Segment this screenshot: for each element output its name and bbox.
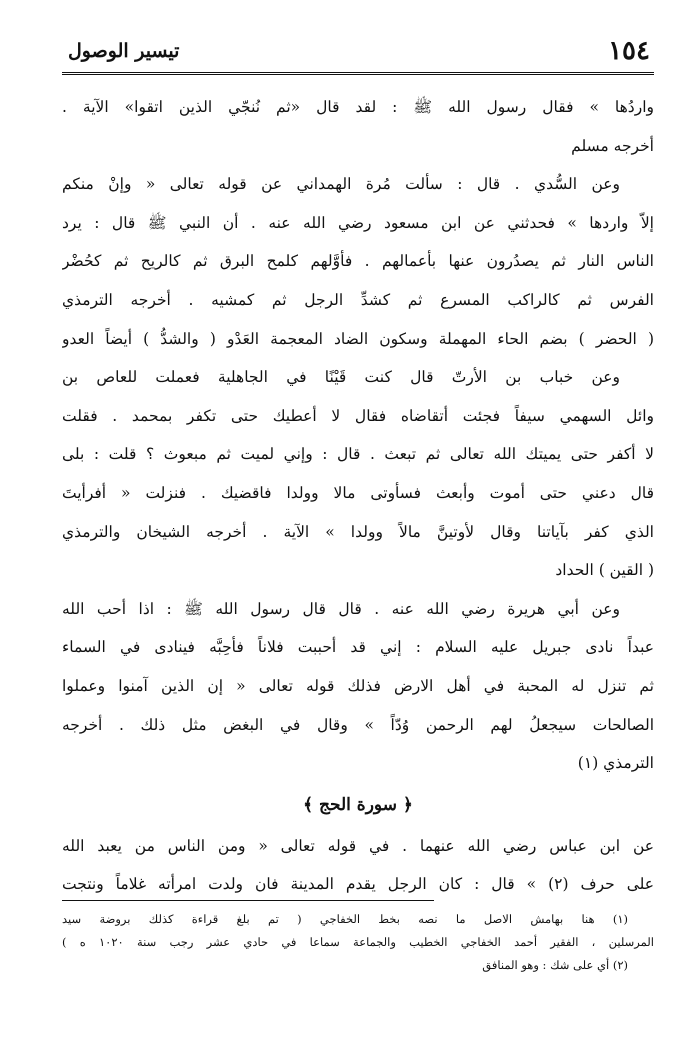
text-line: لا أكفر حتى يميتك الله تعالى ثم تبعث . قال : وإني لميت ثم مبعوث ؟ قلت : بلى [62, 445, 654, 464]
surah-title: ﴿ سورة الحج ﴾ [303, 794, 413, 815]
text-line: الصالحات سيجعلُ لهم الرحمن وُدّاً » وقال في البغض مثل ذلك . أخرجه [62, 715, 654, 734]
text-line: ( الحضر ) بضم الحاء المهملة وسكون الضاد المعجمة العَدْو ( والشدُّ ) أيضاً العدو [62, 329, 654, 348]
book-page [62, 36, 654, 972]
body-text [62, 88, 654, 904]
text-line: ثم تنزل له المحبة في أهل الارض فذلك قوله تعالى « إن الذين آمنوا وعملوا [62, 676, 654, 695]
text-line: الفرس ثم كالراكب المسرع ثم كشدِّ الرجل ثم كمشيه . أخرجه الترمذي [62, 290, 654, 309]
text-line: قال دعني حتى أموت وأبعث فسأوتى مالا وولدا فاقضيك . فنزلت « أفرأيتَ [62, 483, 654, 502]
page-header [62, 36, 654, 70]
text-line: أخرجه مسلم [571, 136, 654, 155]
footnote-rule [62, 900, 434, 901]
text-line: الترمذي (١) [577, 754, 654, 773]
text-line: عن ابن عباس رضي الله عنهما . في قوله تعالى « ومن الناس من يعبد الله [62, 836, 654, 855]
text-line: وعن أبي هريرة رضي الله عنه . قال قال رسول الله ﷺ : اذا أحب الله [62, 599, 620, 618]
text-line: وعن السُّدي . قال : سألت مُرة الهمداني عن قوله تعالى « وإنْ منكم [62, 175, 620, 194]
running-title: تيسير الوصول [68, 40, 180, 62]
footnote-line: (٢) أي على شك : وهو المنافق [482, 958, 628, 972]
text-line: واردُها » فقال رسول الله ﷺ : لقد قال «ثم نُنجّي الذين اتقوا» الآية . [62, 98, 654, 116]
header-rule [62, 72, 654, 75]
text-line: إلاّ واردها » فحدثني عن ابن مسعود رضي الله عنه . أن النبي ﷺ قال : يرد [62, 213, 654, 232]
footnote-line: (١) هنا بهامش الاصل ما نصه بخط الخفاجي ( تم بلغ قراءة كذلك بروضة سيد [62, 912, 628, 926]
text-line: عبداً نادى جبريل عليه السلام : إني قد أحببت فلاناً فأحِبَّه فينادى في السماء [62, 638, 654, 657]
text-line: وعن خباب بن الأرتّ قال كنت قَيْنًا في الجاهلية فعملت للعاص بن [62, 368, 620, 387]
text-line: الذي كفر بآياتنا وقال لأوتينَّ مالاً وولدا » الآية . أخرجه الشيخان والترمذي [62, 522, 654, 541]
text-line: الناس النار ثم يصدُرون عنها بأعمالهم . فأوَّلهم كلمح البرق ثم كالريح ثم كحُضْر [62, 252, 654, 271]
page-number: ١٥٤ [608, 36, 650, 66]
text-line: ( القين ) الحداد [555, 561, 654, 580]
footnote-line: المرسلين ، الفقير أحمد الخفاجي الخطيب والجماعة سماعا في حادي عشر رجب سنة ١٠٢٠ ه ) [62, 935, 654, 949]
footnotes [62, 908, 654, 977]
text-line: وائل السهمي سيفاً فجئت أتقاضاه فقال لا أعطيك حتى تكفر بمحمد . فقلت [62, 406, 654, 425]
text-line: على حرف (٢) » قال : كان الرجل يقدم المدينة فان ولدت امرأته غلاماً ونتجت [62, 875, 654, 894]
